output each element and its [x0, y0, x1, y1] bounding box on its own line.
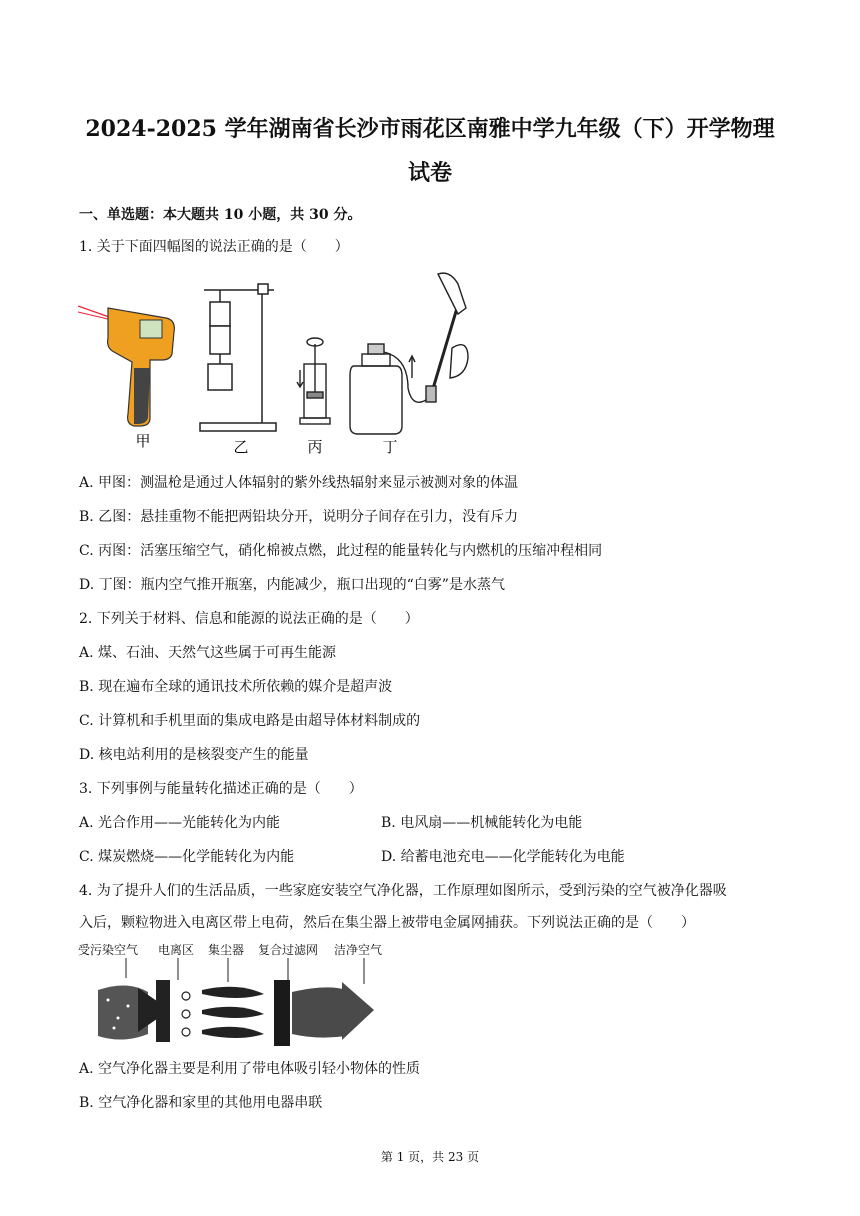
lead-blocks-stand-image [200, 284, 276, 431]
question-2-option-b: B. 现在遍布全球的通讯技术所依赖的媒介是超声波 [79, 679, 393, 695]
question-2-stem: 2. 下列关于材料、信息和能源的说法正确的是（ ） [79, 611, 419, 627]
question-3-stem: 3. 下列事例与能量转化描述正确的是（ ） [79, 781, 363, 797]
section-heading: 一、单选题：本大题共 10 小题，共 30 分。 [79, 207, 362, 223]
question-2-option-a: A. 煤、石油、天然气这些属于可再生能源 [79, 645, 337, 661]
question-3-option-d: D. 给蓄电池充电——化学能转化为电能 [381, 849, 625, 865]
question-1-figure [78, 268, 478, 460]
figure-label-jia: 甲 [135, 432, 151, 450]
question-3-option-c: C. 煤炭燃烧——化学能转化为内能 [79, 849, 295, 865]
question-3-option-b: B. 电风扇——机械能转化为电能 [381, 815, 583, 831]
dust-collector-image [202, 987, 264, 1038]
question-1-stem: 1. 关于下面四幅图的说法正确的是（ ） [79, 239, 349, 255]
bottle-pump-image [350, 273, 468, 434]
page-title-continued: 试卷 [407, 160, 452, 186]
thermometer-gun-image [78, 306, 174, 426]
purifier-label-filter: 复合过滤网 [258, 943, 319, 957]
clean-air-flow-image [292, 982, 374, 1040]
question-1-option-a: A. 甲图：测温枪是通过人体辐射的紫外线热辐射来显示被测对象的体温 [79, 475, 519, 491]
piston-cylinder-image [297, 338, 330, 424]
page-footer: 第 1 页，共 23 页 [380, 1150, 480, 1164]
question-1-option-b: B. 乙图：悬挂重物不能把两铅块分开，说明分子间存在引力，没有斥力 [79, 509, 519, 525]
question-4-figure [78, 940, 398, 1048]
question-4-option-a: A. 空气净化器主要是利用了带电体吸引轻小物体的性质 [79, 1061, 421, 1077]
page-title: 2024-2025 学年湖南省长沙市雨花区南雅中学九年级（下）开学物理 [85, 116, 775, 142]
question-2-option-d: D. 核电站利用的是核裂变产生的能量 [79, 747, 309, 763]
figure-label-yi: 乙 [233, 438, 249, 456]
purifier-label-polluted-air: 受污染空气 [78, 943, 139, 957]
question-4-stem-line2: 入后，颗粒物进入电离区带上电荷，然后在集尘器上被带电金属网捕获。下列说法正确的是（ ） [79, 915, 695, 931]
figure-label-ding: 丁 [382, 438, 398, 456]
purifier-label-ionization: 电离区 [158, 943, 195, 957]
figure-label-bing: 丙 [307, 438, 323, 456]
question-1-option-c: C. 丙图：活塞压缩空气，硝化棉被点燃，此过程的能量转化与内燃机的压缩冲程相同 [79, 543, 603, 559]
purifier-label-clean-air: 洁净空气 [334, 943, 383, 957]
question-3-option-a: A. 光合作用——光能转化为内能 [79, 815, 281, 831]
question-4-option-b: B. 空气净化器和家里的其他用电器串联 [79, 1095, 323, 1111]
composite-filter-image [274, 980, 290, 1046]
question-2-option-c: C. 计算机和手机里面的集成电路是由超导体材料制成的 [79, 713, 421, 729]
ionization-mesh-image [156, 980, 170, 1042]
purifier-label-collector: 集尘器 [208, 943, 245, 957]
charged-particles-image [182, 992, 190, 1036]
question-1-option-d: D. 丁图：瓶内空气推开瓶塞，内能减少，瓶口出现的“白雾”是水蒸气 [79, 577, 505, 593]
question-4-stem-line1: 4. 为了提升人们的生活品质，一些家庭安装空气净化器，工作原理如图所示，受到污染的空气被净化器吸 [79, 883, 727, 899]
